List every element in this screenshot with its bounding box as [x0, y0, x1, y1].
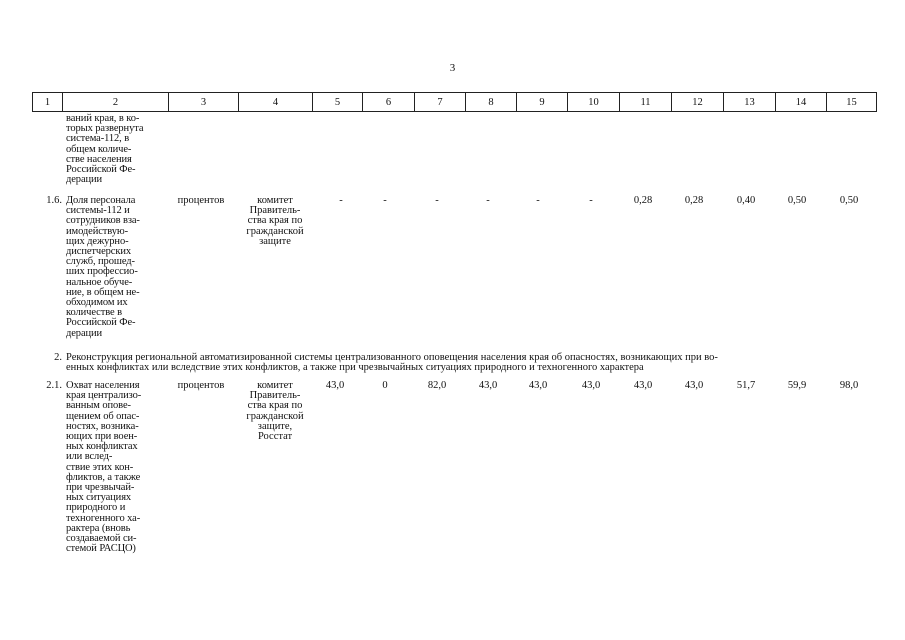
- header-cell: 4: [239, 93, 313, 112]
- row-1-6-value: -: [486, 195, 490, 206]
- row-1-6-value: 0,40: [736, 195, 756, 206]
- row-2-1-number: 2.1.: [46, 380, 62, 391]
- section-2-number: 2.: [54, 352, 62, 363]
- row-1-6-value: -: [589, 195, 593, 206]
- continuation-text: ваний края, в ко- торых развернута система-112, в общем количе- стве населения Российской Фе- дерации: [66, 113, 144, 186]
- row-2-1-value: 43,0: [528, 380, 548, 391]
- header-cell: 12: [672, 93, 724, 112]
- row-1-6-unit: процентов: [177, 195, 225, 206]
- row-1-6-value: -: [339, 195, 343, 206]
- header-cell: 10: [568, 93, 620, 112]
- row-1-6-value: -: [383, 195, 387, 206]
- row-2-1-value: 59,9: [787, 380, 807, 391]
- row-2-1-value: 43,0: [581, 380, 601, 391]
- row-2-1-value: 82,0: [427, 380, 447, 391]
- header-cell: 11: [620, 93, 672, 112]
- header-row: [33, 93, 877, 112]
- header-cell: 3: [169, 93, 239, 112]
- row-1-6-value: 0,50: [839, 195, 859, 206]
- header-cell: 2: [63, 93, 169, 112]
- row-1-6-value: 0,50: [787, 195, 807, 206]
- header-cell: 13: [724, 93, 776, 112]
- row-2-1-value: 43,0: [633, 380, 653, 391]
- header-cell: 14: [776, 93, 827, 112]
- row-2-1-value: 43,0: [684, 380, 704, 391]
- row-1-6-responsible: комитет Правитель- ства края по гражданской защите: [246, 195, 304, 247]
- header-cell: 1: [33, 93, 63, 112]
- row-1-6-number: 1.6.: [46, 195, 62, 206]
- row-2-1-indicator: Охват населения края централизо- ванным опове- щением об опас- ностях, возника- ющих при воен- ных конфликтах или вслед- ствие этих кон- фликтов, а также при чрезвычай- ных ситуациях природного и техногенного ха- рактера (вновь создаваемой си- стемой РАСЦО): [66, 380, 142, 555]
- row-2-1-value: 51,7: [736, 380, 756, 391]
- header-cell: 8: [466, 93, 517, 112]
- page-number: 3: [449, 62, 456, 74]
- row-1-6-value: -: [536, 195, 540, 206]
- row-1-6-value: 0,28: [633, 195, 653, 206]
- row-2-1-value: 43,0: [478, 380, 498, 391]
- header-cell: 9: [517, 93, 568, 112]
- column-number-header: [32, 92, 877, 112]
- row-2-1-value: 0: [382, 380, 388, 391]
- header-cell: 5: [313, 93, 363, 112]
- header-cell: 7: [415, 93, 466, 112]
- section-2-title: Реконструкция региональной автоматизированной системы централизованного оповещения населения края об опасностях, возникающих при во- енных конфликтах или вследствие этих конфликтов, а также при чрезвычайных ситуациях природного и техногенного характера: [66, 352, 718, 374]
- row-2-1-value: 98,0: [839, 380, 859, 391]
- header-cell: 6: [363, 93, 415, 112]
- row-1-6-indicator: Доля персонала системы-112 и сотрудников вза- имодействую- щих дежурно- диспетчерских служб, прошед- ших профессио- нальное обуче- ние, в общем не- обходимом их количестве в Российской Фе- дерации: [66, 195, 140, 339]
- row-1-6-value: -: [435, 195, 439, 206]
- row-2-1-value: 43,0: [325, 380, 345, 391]
- header-cell: 15: [827, 93, 877, 112]
- row-1-6-value: 0,28: [684, 195, 704, 206]
- row-2-1-unit: процентов: [177, 380, 225, 391]
- row-2-1-responsible: комитет Правитель- ства края по гражданской защите, Росстат: [246, 380, 304, 443]
